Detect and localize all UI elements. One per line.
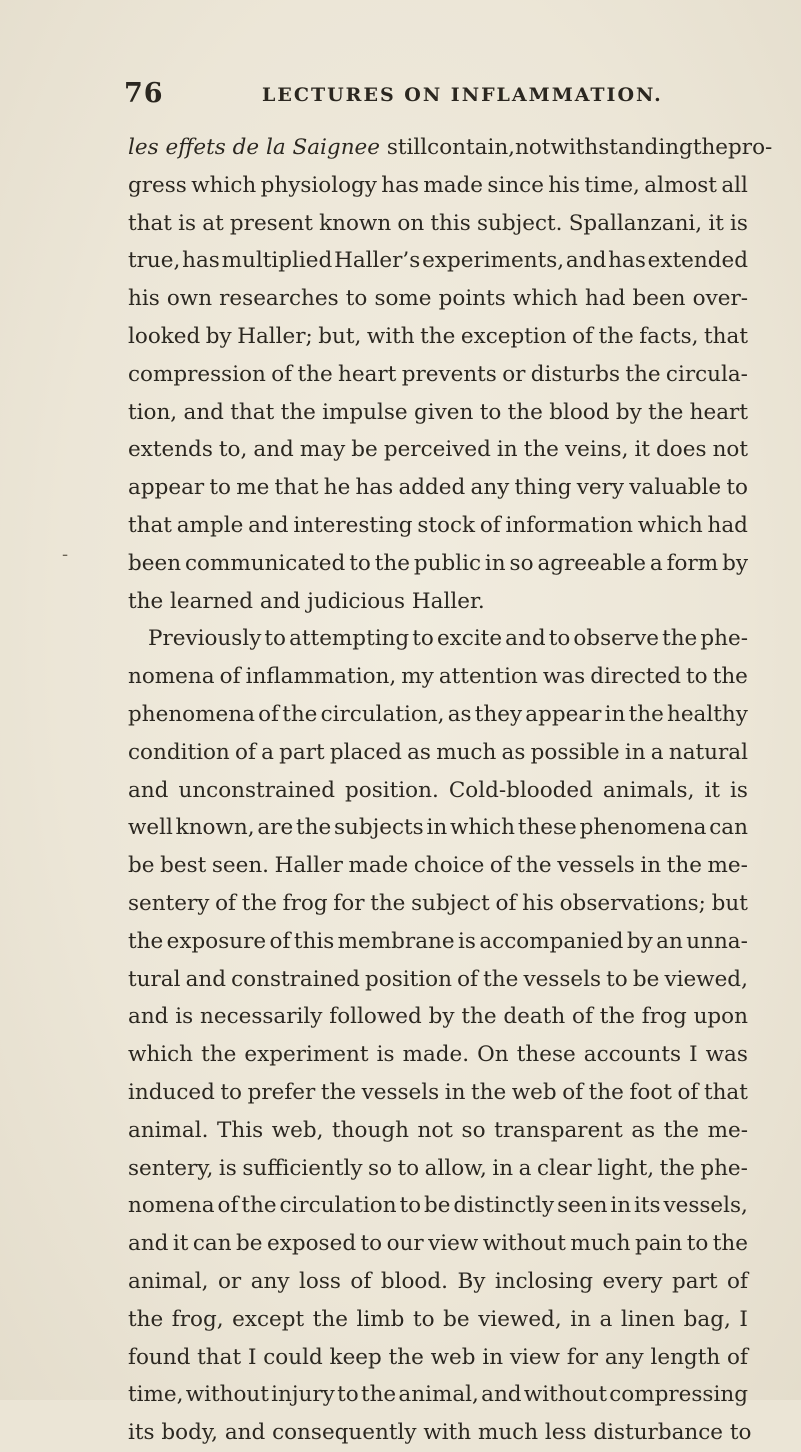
text-line: sentery of the frog for the subject of his observations; but [128,890,748,916]
text-line: nomena of the circulation to be distinctly seen in its vessels, [128,1193,748,1219]
text-line: which the experiment is made. On these accounts I was [128,1042,748,1068]
paragraph-2 [128,620,752,1452]
text-line: and is necessarily followed by the death of the frog upon [128,1004,748,1030]
text-line: found that I could keep the web in view for any length of [128,1344,748,1370]
text-line: that is at present known on this subject. Spallanzani, it is [128,210,748,236]
line-rest: still contain, notwithstanding the pro- [386,135,773,160]
text-line: phenomena of the circulation, as they appear in the healthy [128,701,748,727]
text-line: tural and constrained position of the vessels to be viewed, [128,966,748,992]
text-line: looked by Haller; but, with the exception of the facts, that [128,323,748,349]
paragraph-1 [128,129,773,620]
text-line: that ample and interesting stock of information which had [128,512,748,538]
text-line: be best seen. Haller made choice of the vessels in the me- [128,853,748,879]
text-line: and it can be exposed to our view without much pain to the [128,1231,748,1257]
text-line: compression of the heart prevents or disturbs the circula- [128,361,748,387]
text-line: Previously to attempting to excite and to observe the phe- [148,626,748,652]
text-line: induced to prefer the vessels in the web of the foot of that [128,1079,748,1105]
margin-dash: - [62,544,69,565]
text-line: animal, or any loss of blood. By inclosing every part of [128,1268,748,1294]
text-line: nomena of inflammation, my attention was directed to the [128,664,748,690]
text-line: appear to me that he has added any thing very valuable to [128,475,748,501]
text-line: been communicated to the public in so agreeable a form by [128,550,748,576]
text-line: extends to, and may be perceived in the veins, it does not [128,437,748,463]
text-line: and unconstrained position. Cold-blooded animals, it is [128,777,748,803]
text-line: the frog, except the limb to be viewed, in a linen bag, I [128,1306,748,1332]
text-line: his own researches to some points which had been over- [128,286,748,312]
running-head [0,78,801,118]
text-line: tion, and that the impulse given to the blood by the heart [128,399,748,425]
text-line: gress which physiology has made since his time, almost all [128,172,748,198]
running-title: LECTURES ON INFLAMMATION. [262,84,663,106]
page-number: 76 [124,78,164,109]
italic-title: les effets de la Saignee [128,135,380,160]
text-line [128,129,773,167]
text-line: true, has multiplied Haller’s experiments, and has extended [128,248,748,274]
text-line: the exposure of this membrane is accompanied by an unna- [128,928,748,954]
text-line: time, without injury to the animal, and without compressing [128,1382,748,1408]
text-line: its body, and consequently with much less disturbance to [128,1420,752,1446]
text-line: condition of a part placed as much as possible in a natural [128,739,748,765]
text-line: well known, are the subjects in which these phenomena can [128,815,748,841]
body-text [128,129,773,1452]
text-line: the learned and judicious Haller. [128,588,485,614]
text-line: animal. This web, though not so transparent as the me- [128,1117,748,1143]
text-line: sentery, is sufficiently so to allow, in a clear light, the phe- [128,1155,748,1181]
